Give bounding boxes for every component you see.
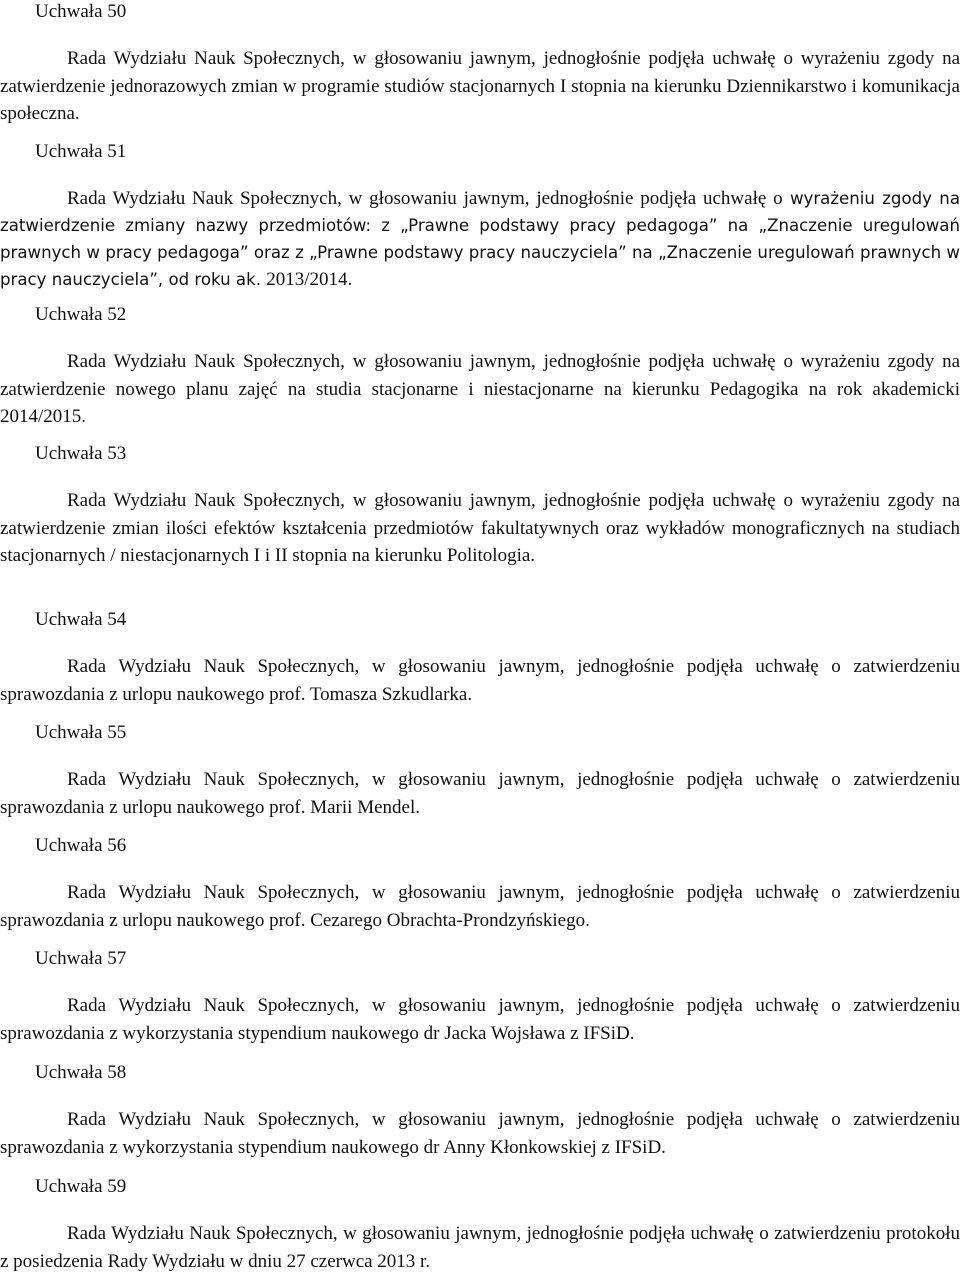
resolution-text-body: wyrażeniu zgody na zatwierdzenie zmiany nazwy przedmiotów: z „Prawne podstawy pracy pedagoga” na „Znaczenie uregulowań prawnych w pracy pedagoga” oraz z „Prawne podstawy pracy nauczyciela” na „Znaczenie uregulowań prawnych w pracy nauczyciela”, od roku ak.	[0, 189, 960, 289]
resolution-text	[0, 185, 960, 293]
resolution-text: Rada Wydziału Nauk Społecznych, w głosowaniu jawnym, jednogłośnie podjęła uchwałę o wyrażeniu zgody na zatwierdzenie zmian ilości efektów kształcenia przedmiotów fakultatywnych oraz wykładów monograficznych na studiach stacjonarnych / niestacjonarnych I i II stopnia na kierunku Politologia.	[0, 490, 960, 566]
resolution-text: Rada Wydziału Nauk Społecznych, w głosowaniu jawnym, jednogłośnie podjęła uchwałę o zatwierdzeniu sprawozdania z wykorzystania stypendium naukowego dr Anny Kłonkowskiej z IFSiD.	[0, 1109, 960, 1158]
resolution-title: Uchwała 52	[35, 304, 127, 325]
resolution-text: Rada Wydziału Nauk Społecznych, w głosowaniu jawnym, jednogłośnie podjęła uchwałę o zatwierdzeniu protokołu z posiedzenia Rady Wydziału w dniu 27 czerwca 2013 r.	[0, 1223, 960, 1272]
resolution-text: Rada Wydziału Nauk Społecznych, w głosowaniu jawnym, jednogłośnie podjęła uchwałę o zatwierdzeniu sprawozdania z wykorzystania stypendium naukowego dr Jacka Wojsława z IFSiD.	[0, 995, 960, 1044]
resolution-title: Uchwała 57	[35, 948, 127, 969]
resolution-text: Rada Wydziału Nauk Społecznych, w głosowaniu jawnym, jednogłośnie podjęła uchwałę o zatwierdzeniu sprawozdania z urlopu naukowego prof. Cezarego Obrachta-Prondzyńskiego.	[0, 882, 960, 931]
resolution-title: Uchwała 54	[35, 609, 127, 630]
resolution-text: Rada Wydziału Nauk Społecznych, w głosowaniu jawnym, jednogłośnie podjęła uchwałę o zatwierdzeniu sprawozdania z urlopu naukowego prof. Tomasza Szkudlarka.	[0, 656, 960, 705]
resolution-text: Rada Wydziału Nauk Społecznych, w głosowaniu jawnym, jednogłośnie podjęła uchwałę o wyrażeniu zgody na zatwierdzenie jednorazowych zmian w programie studiów stacjonarnych I stopnia na kierunku Dziennikarstwo i komunikacja społeczna.	[0, 48, 960, 124]
resolution-title: Uchwała 58	[35, 1062, 127, 1083]
resolution-title: Uchwała 55	[35, 722, 127, 743]
resolution-title: Uchwała 51	[35, 141, 127, 162]
resolution-title: Uchwała 50	[35, 1, 127, 22]
resolution-text: Rada Wydziału Nauk Społecznych, w głosowaniu jawnym, jednogłośnie podjęła uchwałę o wyrażeniu zgody na zatwierdzenie nowego planu zajęć na studia stacjonarne i niestacjonarne na kierunku Pedagogika na rok akademicki 2014/2015.	[0, 351, 960, 427]
resolution-title: Uchwała 59	[35, 1176, 127, 1197]
resolution-title: Uchwała 56	[35, 835, 127, 856]
resolution-title: Uchwała 53	[35, 443, 127, 464]
resolution-text-lead: Rada Wydziału Nauk Społecznych, w głosowaniu jawnym, jednogłośnie podjęła uchwałę o	[67, 188, 783, 209]
resolution-text: Rada Wydziału Nauk Społecznych, w głosowaniu jawnym, jednogłośnie podjęła uchwałę o zatwierdzeniu sprawozdania z urlopu naukowego prof. Marii Mendel.	[0, 769, 960, 818]
resolution-text-tail: 2013/2014.	[266, 269, 353, 290]
